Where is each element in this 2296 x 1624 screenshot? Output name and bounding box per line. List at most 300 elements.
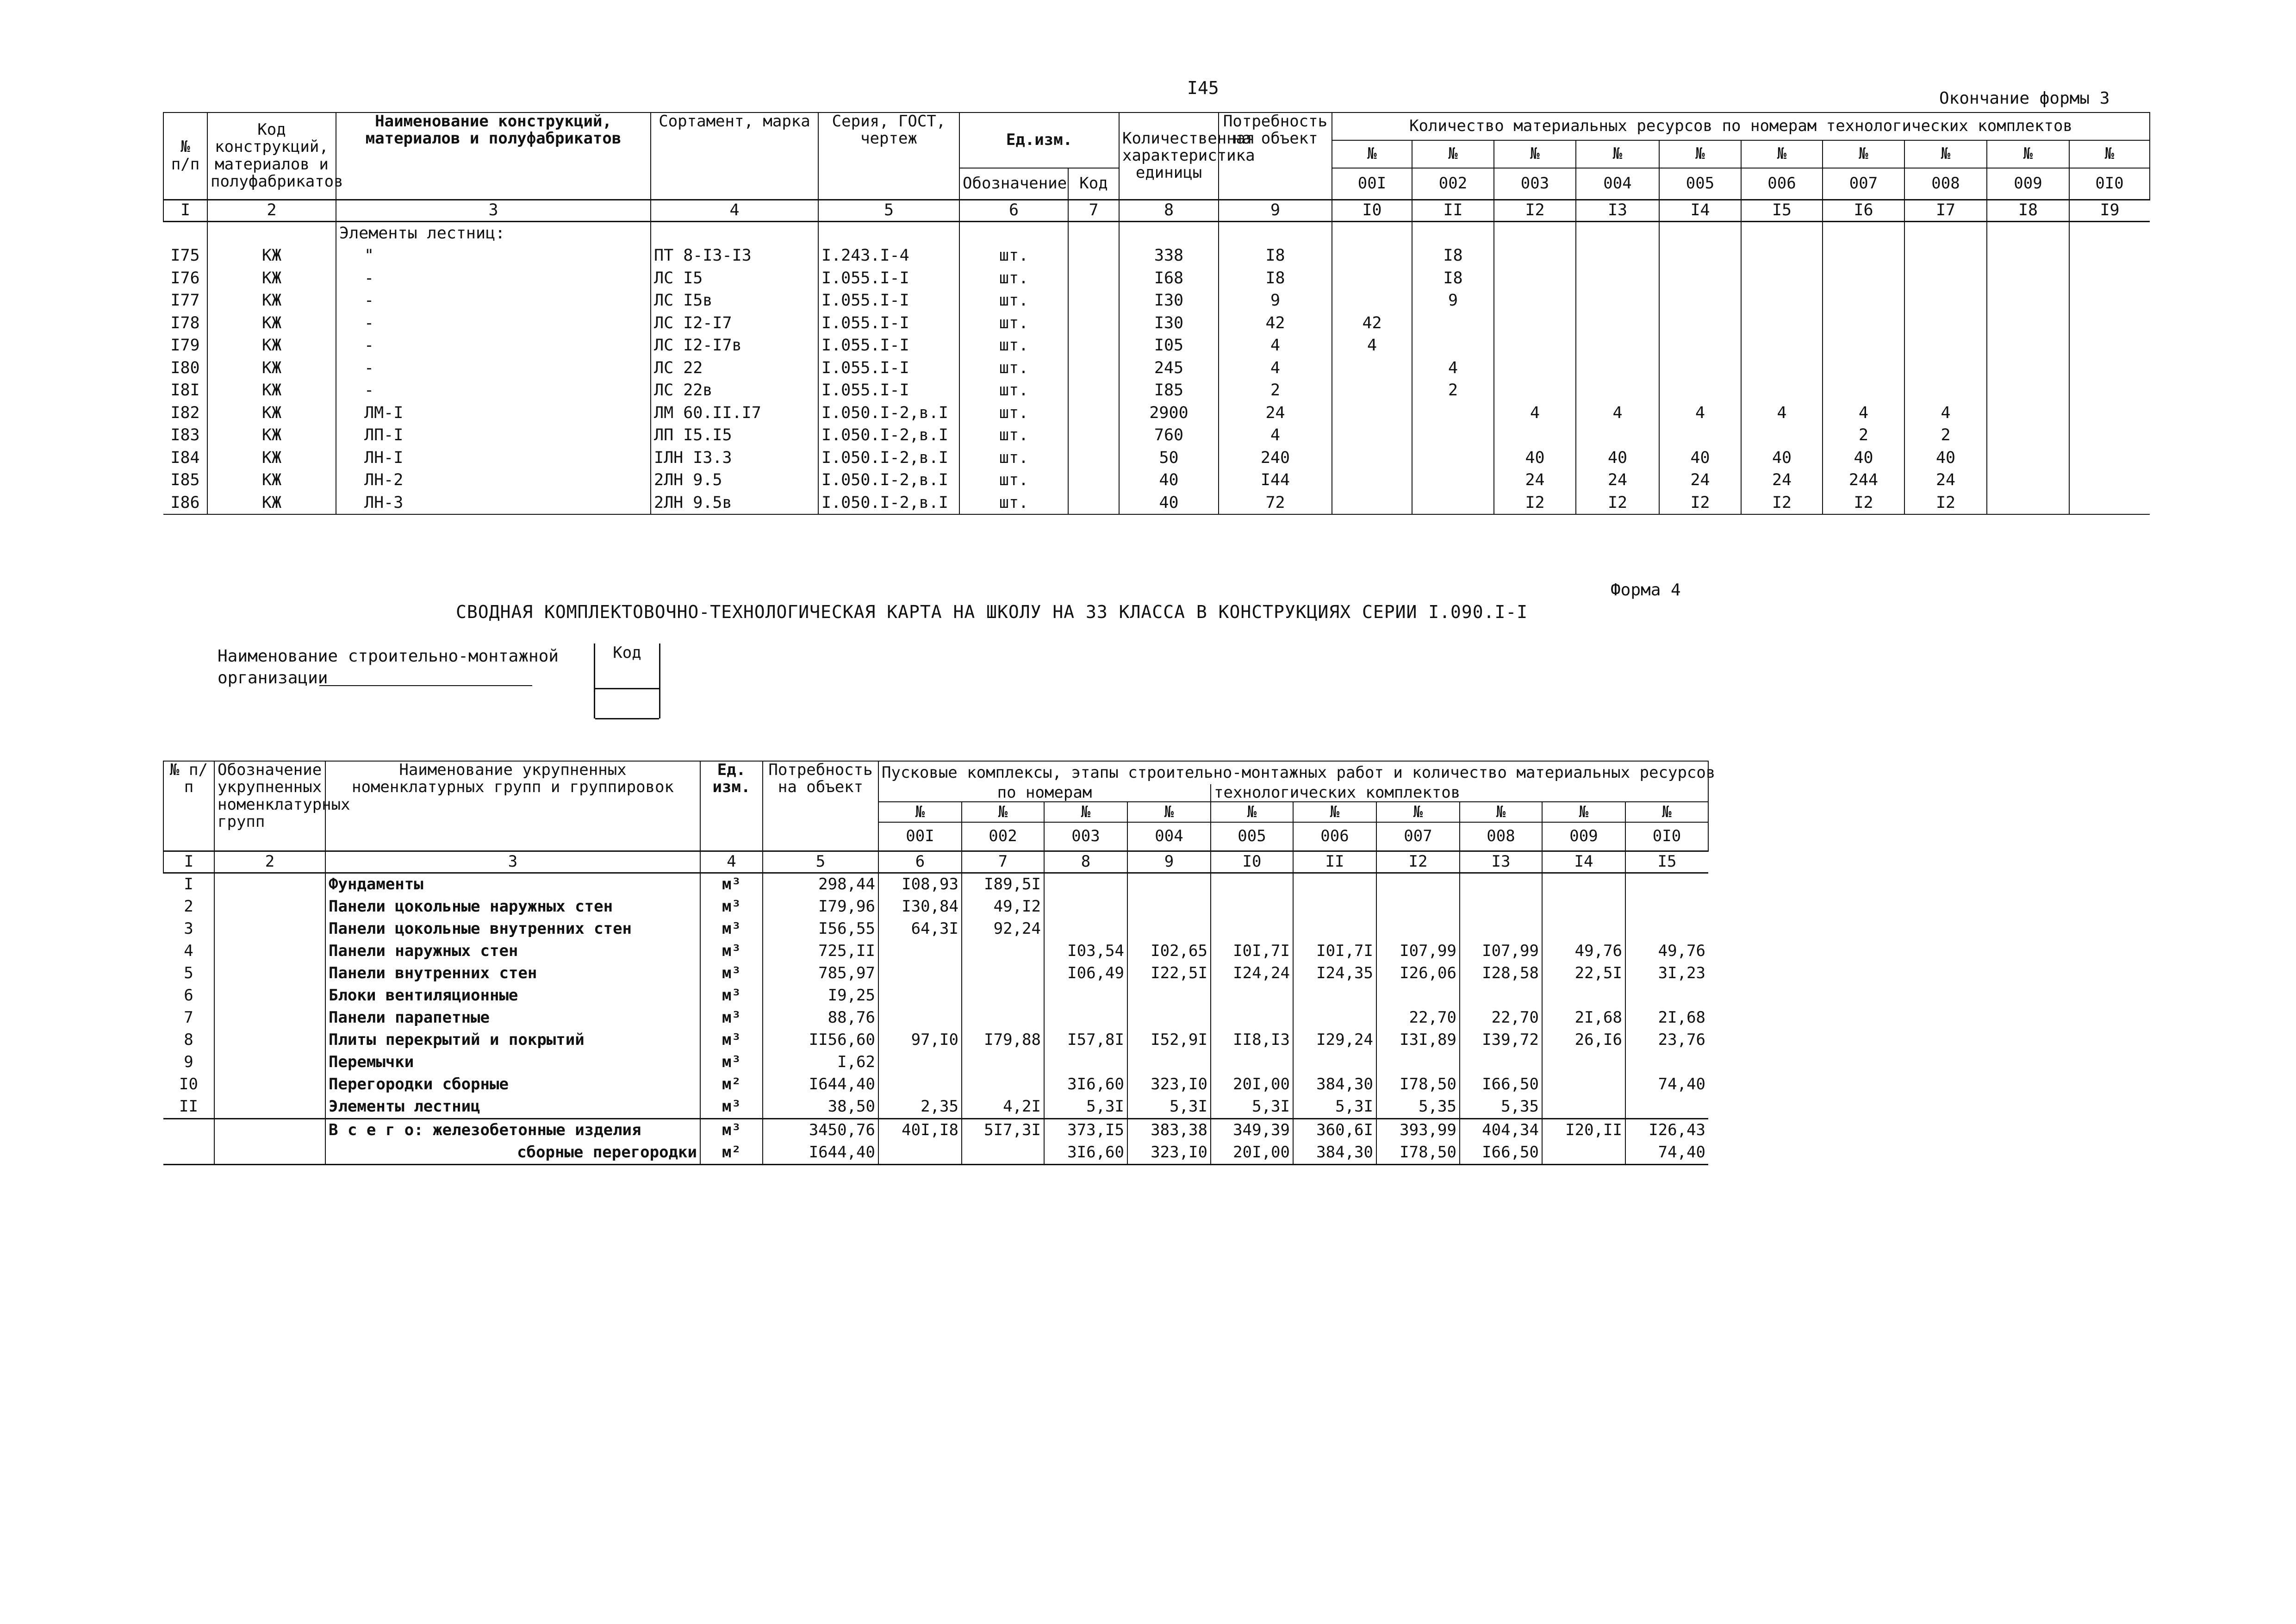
object-need: 240 — [1219, 447, 1332, 469]
kit-value: 4 — [1904, 402, 1987, 425]
kit-value: I39,72 — [1460, 1029, 1542, 1051]
kit-value — [1987, 267, 2069, 290]
kit-value — [1412, 312, 1494, 335]
kit-value — [1044, 896, 1127, 918]
col-header-series: Серия, ГОСТ, чертеж — [818, 112, 959, 200]
kit-value — [1376, 873, 1460, 896]
kit-value — [1904, 334, 1987, 357]
object-need: I644,40 — [763, 1074, 878, 1096]
column-number: I — [163, 851, 214, 873]
kit-value: 393,99 — [1376, 1118, 1460, 1142]
unit-code — [1068, 289, 1119, 312]
kit-number: 008 — [1460, 822, 1542, 851]
page-number: I45 — [1187, 78, 1219, 98]
quantity-characteristic: I85 — [1119, 379, 1219, 402]
kit-value — [878, 1051, 962, 1074]
kit-number: 006 — [1293, 822, 1376, 851]
kit-value — [1987, 357, 2069, 380]
kit-value — [1542, 873, 1625, 896]
object-need: I9,25 — [763, 985, 878, 1007]
kit-value — [1576, 379, 1659, 402]
kit-number: 005 — [1211, 822, 1293, 851]
column-number: I0 — [1211, 851, 1293, 873]
column-number: 5 — [763, 851, 878, 873]
kit-value — [1659, 334, 1741, 357]
kit-number: 002 — [1412, 168, 1494, 200]
table-cell — [651, 221, 818, 244]
table-row — [163, 402, 2150, 425]
kit-value: I07,99 — [1460, 940, 1542, 962]
kit-value — [2069, 492, 2150, 515]
kit-value — [1412, 402, 1494, 425]
row-number: 5 — [184, 964, 193, 983]
code-box — [594, 643, 660, 718]
construction-code: КЖ — [207, 402, 336, 425]
column-number: 8 — [1044, 851, 1127, 873]
object-need: 4 — [1219, 357, 1332, 380]
row-number: 8 — [184, 1031, 193, 1049]
kit-value — [1576, 357, 1659, 380]
kit-value — [962, 1051, 1044, 1074]
kit-value — [1823, 267, 1904, 290]
kit-value: 244 — [1823, 469, 1904, 492]
object-need: I644,40 — [763, 1142, 878, 1165]
kit-value: 49,I2 — [962, 896, 1044, 918]
kit-value: 360,6I — [1293, 1118, 1376, 1142]
kit-value: 4 — [1576, 402, 1659, 425]
kit-value — [1211, 896, 1293, 918]
form4-title: СВОДНАЯ КОМПЛЕКТОВОЧНО-ТЕХНОЛОГИЧЕСКАЯ КАРТА НА ШКОЛУ НА 33 КЛАССА В КОНСТРУКЦИЯХ СЕРИИ I.090.I-I — [456, 602, 1528, 622]
table-row — [163, 873, 1708, 896]
table-cell — [163, 221, 207, 244]
kit-value — [1987, 492, 2069, 515]
table-cell — [1219, 221, 1332, 244]
group-designation — [214, 896, 325, 918]
table-cell — [1987, 221, 2069, 244]
table-cell — [1823, 221, 1904, 244]
kit-value — [1494, 424, 1576, 447]
table-row — [163, 379, 2150, 402]
kit-value — [1904, 244, 1987, 267]
object-need: 9 — [1219, 289, 1332, 312]
kit-value — [1044, 918, 1127, 940]
kit-value — [1987, 424, 2069, 447]
table-row — [163, 962, 1708, 985]
kit-value — [1987, 402, 2069, 425]
kit-value — [2069, 424, 2150, 447]
kit-value: 404,34 — [1460, 1118, 1542, 1142]
construction-code: КЖ — [207, 469, 336, 492]
row-number: I76 — [170, 269, 200, 287]
kit-number: 007 — [1823, 168, 1904, 200]
sort-mark: ЛС I2-I7в — [651, 334, 818, 357]
kit-value: 23,76 — [1625, 1029, 1708, 1051]
no-sign: № — [1576, 140, 1659, 168]
kit-value: I78,50 — [1376, 1074, 1460, 1096]
kit-value — [1494, 267, 1576, 290]
object-need: I56,55 — [763, 918, 878, 940]
kit-value: I89,5I — [962, 873, 1044, 896]
no-sign: № — [1412, 140, 1494, 168]
no-sign: № — [1625, 802, 1708, 822]
kit-value: I78,50 — [1376, 1142, 1460, 1165]
kit-value: 5,35 — [1460, 1096, 1542, 1119]
kit-value: I03,54 — [1044, 940, 1127, 962]
unit: м³ — [700, 1118, 763, 1142]
kit-number: 009 — [1987, 168, 2069, 200]
kit-value — [1460, 873, 1542, 896]
kit-value — [1211, 918, 1293, 940]
kit-value — [1741, 244, 1823, 267]
kit-value — [1376, 985, 1460, 1007]
kit-value: 74,40 — [1625, 1142, 1708, 1165]
kit-value — [1332, 402, 1412, 425]
table-row — [163, 312, 2150, 335]
series-gost: I.055.I-I — [818, 312, 959, 335]
form4-label: Форма 4 — [1611, 581, 1681, 600]
kit-value: 5,3I — [1044, 1096, 1127, 1119]
kit-value — [1741, 424, 1823, 447]
kit-value: 20I,00 — [1211, 1142, 1293, 1165]
col-header-sort: Сортамент, марка — [651, 112, 818, 200]
kit-value: 4 — [1659, 402, 1741, 425]
kit-value — [2069, 267, 2150, 290]
kit-value — [1741, 379, 1823, 402]
table-row — [163, 492, 2150, 515]
table-cell — [1741, 221, 1823, 244]
kit-value: I26,43 — [1625, 1118, 1708, 1142]
kit-value: I06,49 — [1044, 962, 1127, 985]
kit-value — [1576, 244, 1659, 267]
kit-value — [1987, 379, 2069, 402]
kit-value — [1293, 985, 1376, 1007]
object-need: I44 — [1219, 469, 1332, 492]
quantity-characteristic: I30 — [1119, 289, 1219, 312]
series-gost: I.055.I-I — [818, 334, 959, 357]
col-header-num: № п/п — [163, 761, 214, 851]
kit-value: I0I,7I — [1293, 940, 1376, 962]
object-need: 38,50 — [763, 1096, 878, 1119]
construction-name: ЛМ-I — [336, 402, 651, 425]
kit-value — [1576, 289, 1659, 312]
column-number: I5 — [1625, 851, 1708, 873]
sort-mark: 2ЛН 9.5 — [651, 469, 818, 492]
kit-value — [1127, 1007, 1211, 1029]
table-row — [163, 334, 2150, 357]
code-field — [595, 688, 659, 719]
kit-number: 00I — [1332, 168, 1412, 200]
table-cell — [1576, 221, 1659, 244]
kit-value — [1494, 244, 1576, 267]
unit-designation: шт. — [959, 469, 1068, 492]
kit-value — [878, 940, 962, 962]
unit: м³ — [700, 1051, 763, 1074]
unit-designation: шт. — [959, 289, 1068, 312]
sort-mark: 2ЛН 9.5в — [651, 492, 818, 515]
column-number: I2 — [1376, 851, 1460, 873]
series-gost: I.055.I-I — [818, 379, 959, 402]
kit-value — [2069, 447, 2150, 469]
table-row — [163, 424, 2150, 447]
unit-code — [1068, 469, 1119, 492]
kit-value: 4 — [1494, 402, 1576, 425]
kit-value: 4 — [1332, 334, 1412, 357]
kit-value — [1542, 896, 1625, 918]
kit-value — [1576, 334, 1659, 357]
kit-value: I30,84 — [878, 896, 962, 918]
group-designation — [214, 873, 325, 896]
kit-value — [1659, 289, 1741, 312]
unit-code — [1068, 492, 1119, 515]
kit-value: 323,I0 — [1127, 1074, 1211, 1096]
kit-value: I57,8I — [1044, 1029, 1127, 1051]
kit-value: 24 — [1494, 469, 1576, 492]
kit-value — [1412, 424, 1494, 447]
object-need: 785,97 — [763, 962, 878, 985]
quantity-characteristic: 338 — [1119, 244, 1219, 267]
kit-value — [2069, 469, 2150, 492]
construction-code: КЖ — [207, 334, 336, 357]
col-header-name: Наименование укрупненных номенклатурных групп и группировок — [325, 761, 700, 851]
col-header-unit: Ед. изм. — [700, 761, 763, 851]
kit-value — [2069, 289, 2150, 312]
group-name: Блоки вентиляционные — [325, 985, 700, 1007]
column-number: I8 — [1987, 200, 2069, 221]
column-number: 3 — [336, 200, 651, 221]
table-row — [163, 221, 2150, 244]
table-row — [163, 851, 1708, 873]
kit-value — [1987, 334, 2069, 357]
kit-number: 003 — [1044, 822, 1127, 851]
kit-value: 24 — [1576, 469, 1659, 492]
group-designation — [214, 1051, 325, 1074]
table-row — [163, 357, 2150, 380]
kit-value: 40I,I8 — [878, 1118, 962, 1142]
kit-value — [1127, 896, 1211, 918]
kit-value — [878, 985, 962, 1007]
sort-mark: ПТ 8-I3-I3 — [651, 244, 818, 267]
kit-value: I0I,7I — [1211, 940, 1293, 962]
kit-value — [1044, 1007, 1127, 1029]
kit-value: I24,35 — [1293, 962, 1376, 985]
group-name: Плиты перекрытий и покрытий — [325, 1029, 700, 1051]
group-designation — [214, 1074, 325, 1096]
no-sign: № — [1823, 140, 1904, 168]
kit-value — [2069, 312, 2150, 335]
table-row — [163, 985, 1708, 1007]
table-row — [163, 267, 2150, 290]
row-number: I0 — [179, 1075, 198, 1094]
group-designation — [214, 918, 325, 940]
kit-value: I2 — [1823, 492, 1904, 515]
kit-value — [1211, 873, 1293, 896]
org-label-line-1: Наименование строительно-монтажной — [218, 647, 559, 666]
kit-value — [1823, 334, 1904, 357]
construction-name: - — [336, 334, 651, 357]
column-number: I — [163, 200, 207, 221]
col-header-phases: Пусковые комплексы, этапы строительно-монтажных работ и количество материальных ресурсов — [878, 761, 1708, 784]
table-row — [163, 940, 1708, 962]
kit-value — [1293, 1051, 1376, 1074]
construction-code: КЖ — [207, 357, 336, 380]
kit-value: 40 — [1823, 447, 1904, 469]
kit-value: I52,9I — [1127, 1029, 1211, 1051]
unit-designation: шт. — [959, 424, 1068, 447]
kit-value — [878, 1142, 962, 1165]
kit-value — [1987, 289, 2069, 312]
kit-value — [1987, 312, 2069, 335]
no-sign: № — [1332, 140, 1412, 168]
unit-code — [1068, 244, 1119, 267]
kit-value — [1542, 1096, 1625, 1119]
sort-mark: ЛС 22 — [651, 357, 818, 380]
table-row — [163, 1029, 1708, 1051]
construction-code: КЖ — [207, 289, 336, 312]
kit-value — [1494, 312, 1576, 335]
kit-number: 006 — [1741, 168, 1823, 200]
construction-name: - — [336, 357, 651, 380]
unit-code — [1068, 447, 1119, 469]
quantity-characteristic: I30 — [1119, 312, 1219, 335]
quantity-characteristic: 50 — [1119, 447, 1219, 469]
row-number: I83 — [170, 426, 200, 444]
group-designation — [214, 940, 325, 962]
group-name: Панели цокольные наружных стен — [325, 896, 700, 918]
kit-value: 4 — [1741, 402, 1823, 425]
column-number: I0 — [1332, 200, 1412, 221]
kit-number: 003 — [1494, 168, 1576, 200]
kit-value: I3I,89 — [1376, 1029, 1460, 1051]
group-designation — [214, 1118, 325, 1142]
unit: м³ — [700, 1096, 763, 1119]
unit-code — [1068, 334, 1119, 357]
table-row — [163, 918, 1708, 940]
kit-value — [1293, 896, 1376, 918]
column-number: I9 — [2069, 200, 2150, 221]
kit-value: I08,93 — [878, 873, 962, 896]
org-name-line — [319, 685, 532, 686]
col-header-need: Потребность на объект — [1219, 112, 1332, 200]
quantity-characteristic: 40 — [1119, 492, 1219, 515]
kit-value: 22,70 — [1376, 1007, 1460, 1029]
kit-value — [1376, 896, 1460, 918]
construction-code: КЖ — [207, 244, 336, 267]
kit-value: 2 — [1412, 379, 1494, 402]
sort-mark: ЛП I5.I5 — [651, 424, 818, 447]
table-cell — [1119, 221, 1219, 244]
kit-number: 004 — [1127, 822, 1211, 851]
kit-value: 40 — [1576, 447, 1659, 469]
column-number: I7 — [1904, 200, 1987, 221]
kit-value: I66,50 — [1460, 1142, 1542, 1165]
column-number: II — [1293, 851, 1376, 873]
kit-value — [1904, 357, 1987, 380]
quantity-characteristic: 2900 — [1119, 402, 1219, 425]
series-gost: I.050.I-2,в.I — [818, 469, 959, 492]
no-sign: № — [1211, 802, 1293, 822]
kit-value: 5,3I — [1211, 1096, 1293, 1119]
object-need: 42 — [1219, 312, 1332, 335]
table-cell — [207, 221, 336, 244]
kit-value — [1211, 985, 1293, 1007]
object-need: 4 — [1219, 424, 1332, 447]
kit-value: 2I,68 — [1542, 1007, 1625, 1029]
row-number — [163, 1142, 214, 1165]
object-need: I79,96 — [763, 896, 878, 918]
kit-value — [1293, 1007, 1376, 1029]
unit-code — [1068, 402, 1119, 425]
kit-value: I2 — [1576, 492, 1659, 515]
kit-value — [1460, 918, 1542, 940]
kit-value: 2 — [1823, 424, 1904, 447]
col-header-unit: Ед.изм. — [959, 112, 1119, 168]
kit-value — [1542, 1074, 1625, 1096]
row-number: 3 — [184, 919, 193, 938]
unit: м³ — [700, 962, 763, 985]
row-number: I77 — [170, 291, 200, 310]
group-name: Фундаменты — [325, 873, 700, 896]
no-sign: № — [1127, 802, 1211, 822]
col-header-qty: Количественная характеристика единицы — [1119, 112, 1219, 200]
kit-value — [962, 940, 1044, 962]
kit-number: 002 — [962, 822, 1044, 851]
kit-value: 4,2I — [962, 1096, 1044, 1119]
column-number: I4 — [1659, 200, 1741, 221]
sort-mark: ЛС I5в — [651, 289, 818, 312]
column-number: 7 — [962, 851, 1044, 873]
kit-value — [1659, 312, 1741, 335]
group-designation — [214, 1029, 325, 1051]
kit-value — [1823, 312, 1904, 335]
col-header-name: Наименование конструкций, материалов и полуфабрикатов — [336, 112, 651, 200]
code-label: Код — [613, 643, 641, 662]
no-sign: № — [962, 802, 1044, 822]
construction-name: ЛН-3 — [336, 492, 651, 515]
kit-value — [1460, 1051, 1542, 1074]
unit: м³ — [700, 940, 763, 962]
unit-code — [1068, 424, 1119, 447]
col-header-phases-2a: по номерам — [878, 784, 1211, 802]
kit-value: I26,06 — [1376, 962, 1460, 985]
col-header-desig: Обозначение укрупненных номенклатурных групп — [214, 761, 325, 851]
kit-number: 009 — [1542, 822, 1625, 851]
table-cell — [1068, 221, 1119, 244]
row-number: I78 — [170, 313, 200, 332]
kit-value — [878, 1074, 962, 1096]
kit-value — [1332, 492, 1412, 515]
sort-mark: ЛМ 60.II.I7 — [651, 402, 818, 425]
kit-value: 20I,00 — [1211, 1074, 1293, 1096]
construction-name: ЛП-I — [336, 424, 651, 447]
construction-code: КЖ — [207, 447, 336, 469]
kit-value: 2,35 — [878, 1096, 962, 1119]
kit-value — [1127, 1051, 1211, 1074]
kit-value — [962, 1007, 1044, 1029]
object-need: 2 — [1219, 379, 1332, 402]
kit-value — [1741, 267, 1823, 290]
no-sign: № — [878, 802, 962, 822]
group-designation — [214, 1007, 325, 1029]
kit-value — [1460, 985, 1542, 1007]
object-need: 3450,76 — [763, 1118, 878, 1142]
table-row — [163, 244, 2150, 267]
row-number: II — [179, 1097, 198, 1116]
series-gost: I.243.I-4 — [818, 244, 959, 267]
col-header-resources: Количество материальных ресурсов по номерам технологических комплектов — [1332, 112, 2150, 140]
row-number: I80 — [170, 358, 200, 377]
kit-value — [1904, 312, 1987, 335]
kit-value: 40 — [1741, 447, 1823, 469]
